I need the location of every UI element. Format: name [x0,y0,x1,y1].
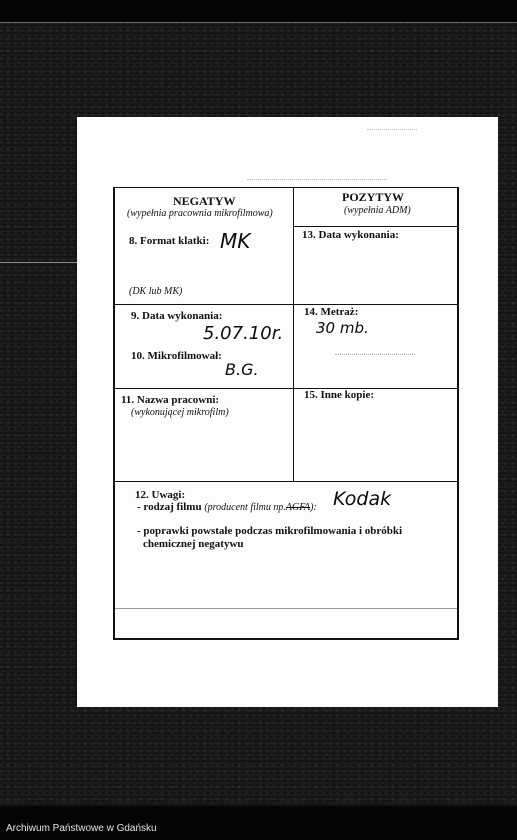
corrections-line-1: - poprawki powstałe podczas mikrofilmowania i obróbki [137,525,403,537]
corrections-line-2: chemicznej negatywu [143,538,244,550]
row-divider [115,304,457,305]
archive-label: Archiwum Państwowe w Gdańsku [6,823,157,834]
field-9-value: 5.07.10r. [203,323,284,344]
field-10-label: 10. Mikrofilmował: [131,350,222,362]
scan-speck [335,354,415,355]
film-note-end: ): [310,502,317,513]
row-divider [115,388,457,389]
scan-speck [367,129,417,130]
film-note-start: (producent filmu np. [204,502,286,513]
field-8-label: 8. Format klatki: [129,235,210,247]
field-8-value: MK [220,229,251,253]
field-11-label: 11. Nazwa pracowni: [121,394,220,406]
row-divider [293,226,457,227]
film-type-value: Kodak [333,488,392,510]
negatyw-subtitle: (wypełnia pracownia mikrofilmowa) [127,208,273,219]
field-10-value: B.G. [225,360,259,379]
field-14-value: 30 mb. [316,319,369,337]
scan-artifact-line [0,262,77,263]
row-divider [115,481,457,482]
film-type-prefix: - rodzaj filmu [137,501,202,513]
scan-speck [247,179,387,180]
field-11-note: (wykonującej mikrofilm) [131,407,229,418]
field-15-label: 15. Inne kopie: [304,389,374,401]
form-sheet [77,117,498,707]
pozytyw-title: POZYTYW [342,190,405,204]
row-divider [115,608,457,609]
field-12-label: 12. Uwagi: [135,489,186,501]
negatyw-title: NEGATYW [173,194,236,208]
column-divider [293,188,294,481]
pozytyw-subtitle: (wypełnia ADM) [344,205,411,216]
field-14-label: 14. Metraż: [304,306,359,318]
microfilm-form-table [113,187,459,640]
field-13-label: 13. Data wykonania: [302,229,399,241]
field-9-label: 9. Data wykonania: [131,310,223,322]
film-type-line [137,501,317,513]
film-note-struck: AGFA [285,502,311,513]
scan-edge-line [0,22,517,23]
top-dark-band [0,0,517,22]
field-8-note: (DK lub MK) [129,286,183,297]
